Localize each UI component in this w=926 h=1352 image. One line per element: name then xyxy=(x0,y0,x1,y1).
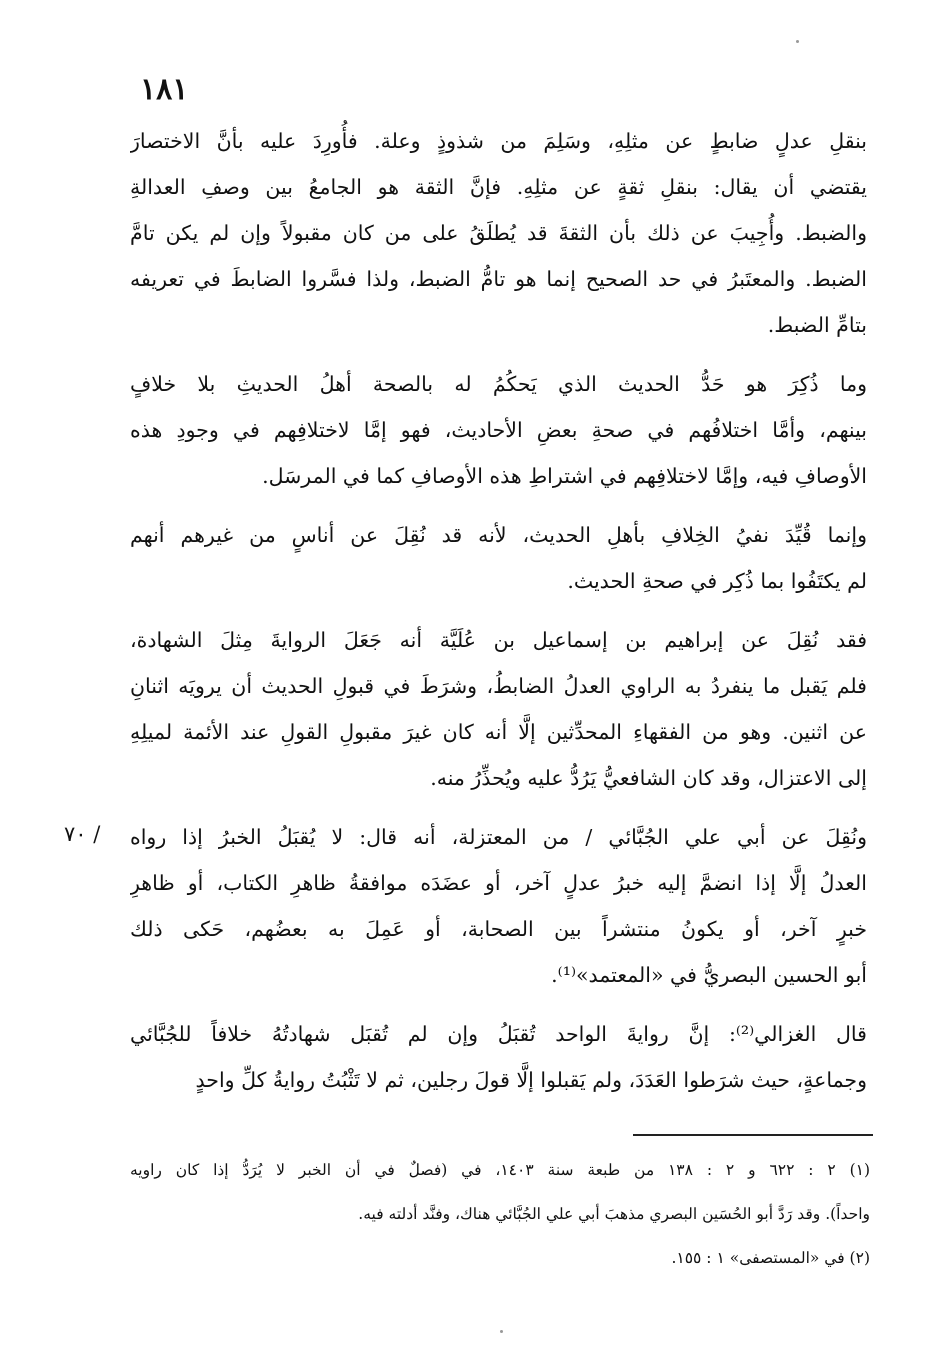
text-line: بنقلِ عدلٍ ضابطٍ عن مثلِهِ، وسَلِمَ من شذوذٍ وعلة. فأُورِدَ عليه بأنَّ الاختصارَ xyxy=(130,129,867,153)
text-line: وجماعةٍ، حيث شرَطوا العَدَدَ، ولم يَقبلوا إلَّا قولَ رجلين، ثم لا تَثْبُتُ روايةُ كلِّ واحدٍ xyxy=(195,1068,867,1092)
footnote-separator xyxy=(633,1134,873,1136)
text-line: إلى الاعتزال، وقد كان الشافعيُّ يَرُدُّ عليه ويُحذِّرُ منه. xyxy=(430,766,867,790)
scan-speck xyxy=(500,1330,503,1333)
paragraph xyxy=(130,1011,867,1103)
text-line: الضبط. والمعتَبرُ في حد الصحيح إنما هو تامُّ الضبط، ولذا فسَّروا الضابطَ في تعريفه xyxy=(130,267,867,291)
margin-note: / ٧٠ xyxy=(64,822,101,846)
text-line: وما ذُكِرَ هو حَدُّ الحديث الذي يَحكُمُ له بالصحة أهلُ الحديثِ بلا خلافٍ xyxy=(130,372,867,396)
text-line: العدلُ إلَّا إذا انضمَّ إليه خبرُ عدلٍ آخر، أو عضَدَه موافقةُ ظاهرِ الكتاب، أو ظاهرِ xyxy=(130,871,867,895)
scan-speck xyxy=(796,40,799,43)
text-line: يقتضي أن يقال: بنقلِ ثقةٍ عن مثلِهِ. فإنَّ الثقة هو الجامعُ بين وصفِ العدالةِ xyxy=(130,175,867,199)
footnotes xyxy=(130,1148,870,1280)
footnote-line: واحداً). وقد رَدَّ أبو الحُسَين البصري مذهبَ أبي علي الجُبَّائي هناك، وفنَّد أدلته فيه. xyxy=(358,1205,870,1223)
text-line: فقد نُقِلَ عن إبراهيم بن إسماعيل بن عُلَيَّة أنه جَعَلَ الروايةَ مِثلَ الشهادة، xyxy=(130,628,867,652)
page-number: ١٨١ xyxy=(140,72,189,107)
text-line: الأوصافِ فيه، وإمَّا لاختلافِهم في اشتراطِ هذه الأوصافِ كما في المرسَل. xyxy=(262,464,867,488)
footnote-line: (٢) في «المستصفى» ١ : ١٥٥. xyxy=(671,1249,870,1267)
footnote-line: (١) ٢ : ٦٢٢ و ٢ : ١٣٨ من طبعة سنة ١٤٠٣، في (فصلٌ في أن الخبر لا يُرَدُّ إذا كان راويه xyxy=(130,1161,870,1179)
text-line: لم يكتَفُوا بما ذُكِر في صحةِ الحديث. xyxy=(567,569,867,593)
text-line: فلم يَقبل ما ينفردُ به الراوي العدلُ الضابطُ، وشرَطَ في قبولِ الحديث أن يرويَه اثنانِ xyxy=(130,674,867,698)
text-line: قال الغزالي⁽²⁾: إنَّ روايةَ الواحد تُقبَلُ وإن لم تُقبَل شهادتُهُ خلافاً للجُبَّائي xyxy=(130,1022,867,1046)
text-line: ونُقِلَ عن أبي علي الجُبَّائي / من المعتزلة، أنه قال: لا يُقبَلُ الخبرُ إذا رواه xyxy=(130,825,867,849)
text-line: وإنما قُيِّدَ نفيُ الخِلافِ بأهلِ الحديث، لأنه قد نُقِلَ عن أناسٍ من غيرهم أنهم xyxy=(130,523,867,547)
main-text xyxy=(130,118,867,1116)
paragraph xyxy=(130,814,867,998)
paragraph xyxy=(130,118,867,348)
text-line: خبرٍ آخر، أو يكونُ منتشراً بين الصحابة، أو عَمِلَ به بعضُهم، حَكى ذلك xyxy=(130,917,867,941)
paragraph xyxy=(130,617,867,801)
text-line: عن اثنين. وهو من الفقهاءِ المحدِّثين إلَّا أنه كان غيرَ مقبولِ القولِ عند الأئمة لميلِهِ xyxy=(130,720,867,744)
text-line: أبو الحسين البصريُّ في «المعتمد»⁽¹⁾. xyxy=(551,963,867,987)
text-line: والضبط. وأُجِيبَ عن ذلك بأن الثقةَ قد يُطلَقُ على من كان مقبولاً وإن لم يكن تامَّ xyxy=(130,221,867,245)
text-line: بينهم، وأمَّا اختلافُهم في صحةِ بعضِ الأحاديث، فهو إمَّا لاختلافِهم في وجودِ هذه xyxy=(130,418,867,442)
text-line: بتامِّ الضبط. xyxy=(767,313,867,337)
paragraph xyxy=(130,512,867,604)
paragraph xyxy=(130,361,867,499)
